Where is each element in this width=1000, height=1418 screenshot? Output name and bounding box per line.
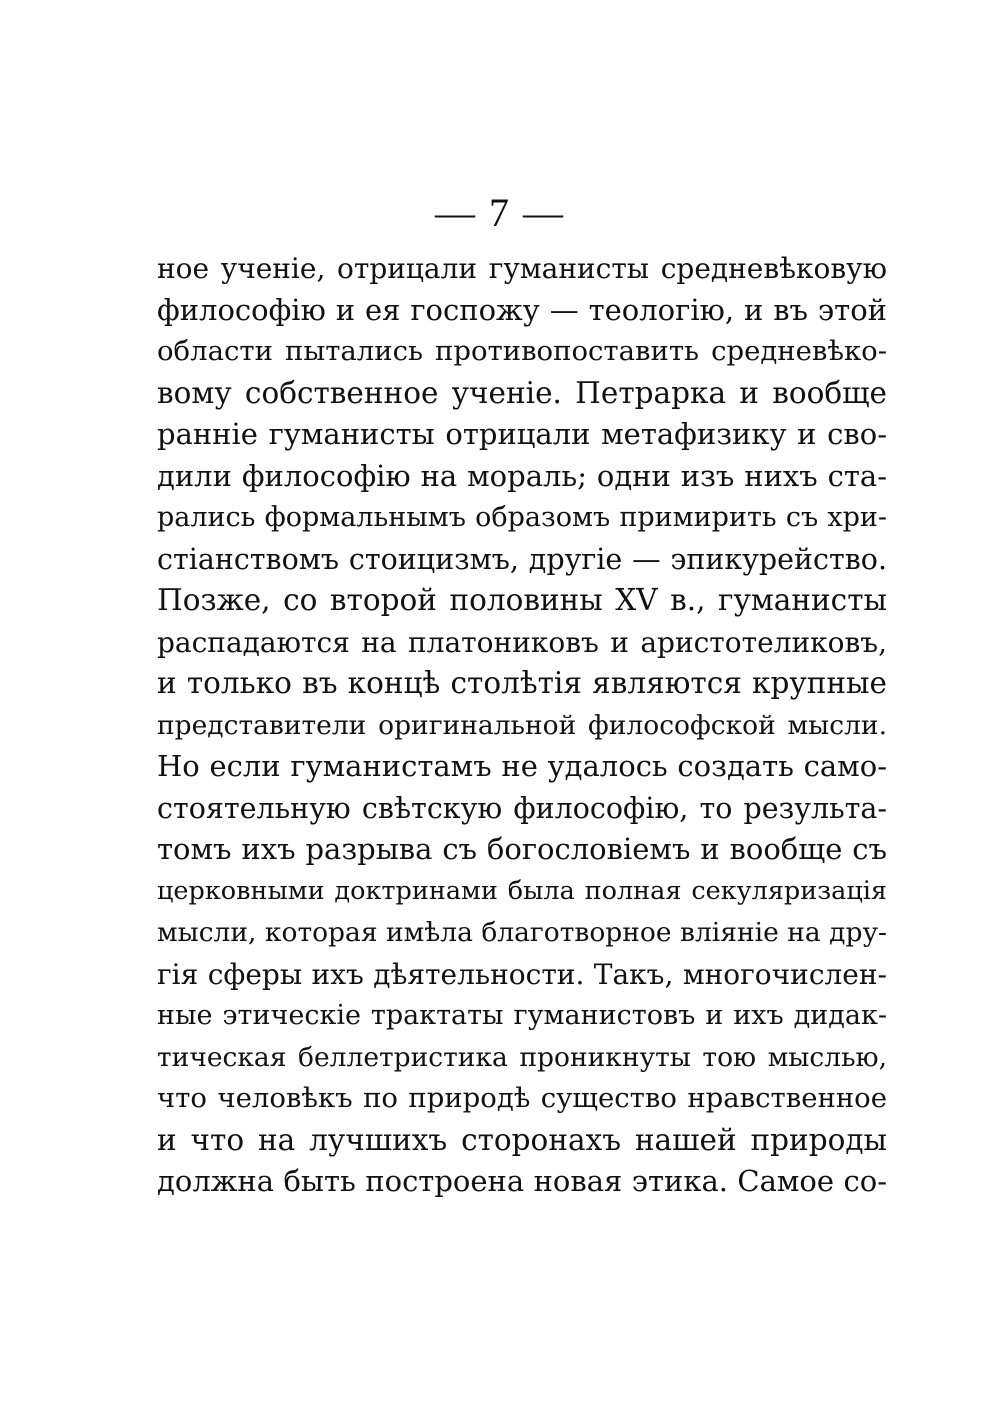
- text-line: тическая беллетристика проникнуты тою мыслью,: [157, 1041, 887, 1073]
- text-line: церковными доктринами была полная секуляризація: [157, 875, 887, 906]
- text-line: ранніе гуманисты отрицали метафизику и сво-: [157, 417, 887, 451]
- text-line: стоятельную свѣтскую философію, то результа-: [157, 791, 887, 825]
- text-line: томъ ихъ разрыва съ богословіемъ и вообще съ: [157, 832, 887, 866]
- text-line: ное ученіе, отрицали гуманисты средневѣковую: [157, 252, 887, 285]
- text-line: стіанствомъ стоицизмъ, другіе — эпикурейство.: [157, 542, 887, 576]
- text-line: Позже, со второй половины XV в., гуманисты: [157, 583, 887, 617]
- text-line: дили философію на мораль; одни изъ нихъ ста-: [157, 458, 887, 493]
- text-line: гія сферы ихъ дѣятельности. Такъ, многочислен-: [157, 957, 887, 991]
- text-line: ные этическіе трактаты гуманистовъ и ихъ дидак-: [157, 1000, 887, 1031]
- text-line: вому собственное ученіе. Петрарка и вообще: [157, 375, 887, 410]
- text-line: и что на лучшихъ сторонахъ нашей природы: [157, 1122, 887, 1157]
- text-line: мысли, которая имѣла благотворное вліяніе на дру-: [157, 917, 887, 948]
- page-number: — 7 —: [435, 190, 565, 235]
- text-line: распадаются на платониковъ и аристотеликовъ,: [157, 625, 887, 659]
- text-line: области пытались противопоставить средневѣко-: [157, 335, 887, 367]
- text-line: должна быть построена новая этика. Самое со-: [157, 1164, 887, 1198]
- text-line: Но если гуманистамъ не удалось создать само-: [157, 749, 887, 783]
- text-line: рались формальнымъ образомъ примирить съ хри-: [157, 502, 887, 533]
- text-line: философію и ея госпожу — теологію, и въ этой: [157, 292, 887, 327]
- body-text: [157, 248, 887, 1203]
- text-line: представители оригинальной философской мысли.: [157, 709, 887, 741]
- text-line: что человѣкъ по природѣ существо нравственное: [157, 1082, 887, 1114]
- text-line: и только въ концѣ столѣтія являются крупные: [157, 666, 887, 700]
